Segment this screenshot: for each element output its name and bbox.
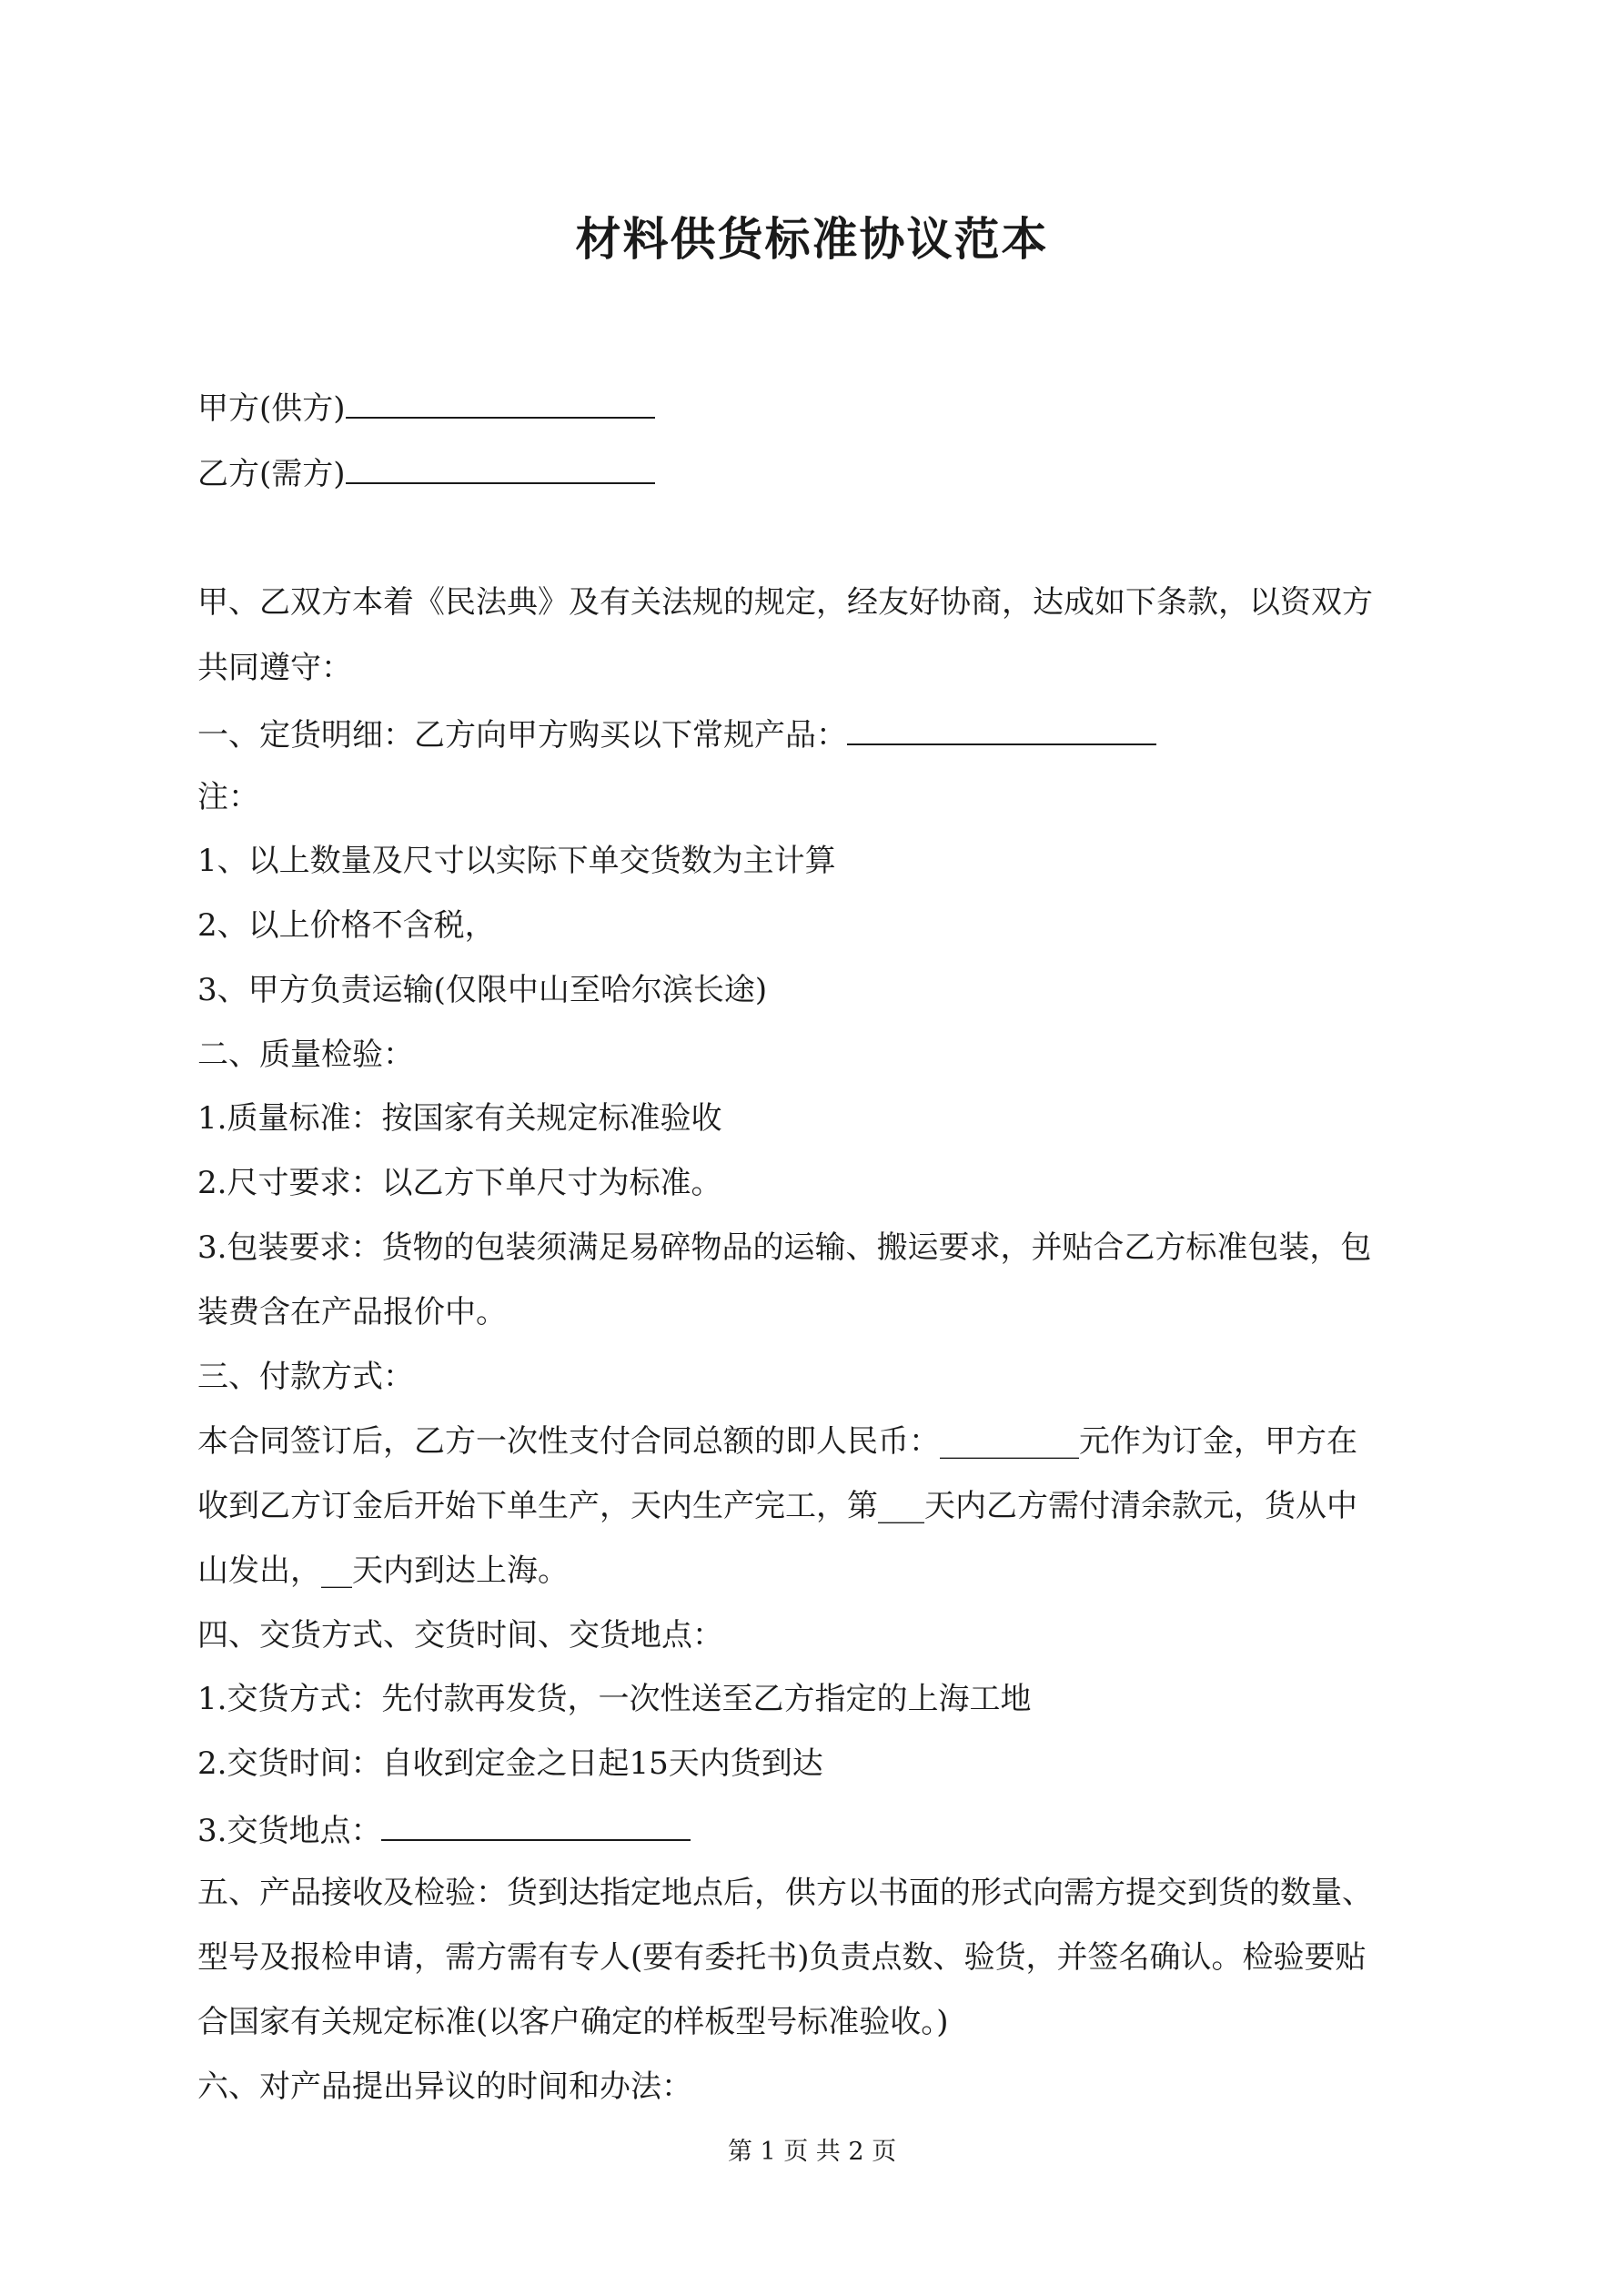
payment-line-2: 收到乙方订金后开始下单生产，天内生产完工，第___天内乙方需付清余款元，货从中: [197, 1488, 1357, 1524]
section-5-line-2: 型号及报检申请，需方需有专人(要有委托书)负责点数、验货，并签名确认。检验要贴: [197, 1939, 1367, 1976]
section-2-heading: 二、质量检验：: [197, 1037, 414, 1073]
section-5-line-1: 五、产品接收及检验：货到达指定地点后，供方以书面的形式向需方提交到货的数量、: [197, 1875, 1373, 1911]
note-heading: 注：: [197, 779, 259, 815]
product-blank: [847, 711, 1156, 745]
section-1-text: 一、定货明细：乙方向甲方购买以下常规产品：: [197, 717, 847, 754]
party-a-label: 甲方(供方): [197, 390, 346, 427]
party-b-label: 乙方(需方): [197, 456, 346, 492]
section-4-heading: 四、交货方式、交货时间、交货地点：: [197, 1617, 723, 1654]
section-5-line-3: 合国家有关规定标准(以客户确定的样板型号标准验收。): [197, 2004, 949, 2040]
delivery-item-3-text: 3.交货地点：: [197, 1813, 382, 1849]
party-a-blank: [346, 384, 655, 419]
quality-item-1: 1.质量标准：按国家有关规定标准验收: [197, 1100, 722, 1137]
section-6-heading: 六、对产品提出异议的时间和办法：: [197, 2068, 692, 2105]
note-item-2: 2、以上价格不含税，: [197, 907, 496, 944]
section-1-heading: [197, 711, 1444, 757]
delivery-place-blank: [381, 1806, 691, 1841]
payment-line-3: 山发出，__天内到达上海。: [197, 1553, 569, 1589]
note-item-1: 1、以上数量及尺寸以实际下单交货数为主计算: [197, 843, 836, 879]
party-a-line: [197, 384, 1444, 430]
note-item-3: 3、甲方负责运输(仅限中山至哈尔滨长途): [197, 972, 768, 1008]
quality-item-2: 2.尺寸要求：以乙方下单尺寸为标准。: [197, 1165, 722, 1201]
party-b-blank: [346, 450, 655, 484]
section-3-heading: 三、付款方式：: [197, 1359, 414, 1395]
party-b-line: [197, 450, 1444, 496]
intro-line-1: 甲、乙双方本着《民法典》及有关法规的规定，经友好协商，达成如下条款，以资双方: [197, 584, 1373, 621]
delivery-item-3: [197, 1806, 1444, 1853]
intro-line-2: 共同遵守：: [197, 650, 352, 686]
document-title: 材料供货标准协议范本: [575, 212, 1049, 266]
delivery-item-1: 1.交货方式：先付款再发货，一次性送至乙方指定的上海工地: [197, 1681, 1032, 1717]
quality-item-3-line-1: 3.包装要求：货物的包装须满足易碎物品的运输、搬运要求，并贴合乙方标准包装，包: [197, 1229, 1372, 1266]
quality-item-3-line-2: 装费含在产品报价中。: [197, 1294, 507, 1330]
delivery-item-2: 2.交货时间：自收到定金之日起15天内货到达: [197, 1745, 823, 1782]
payment-line-1: 本合同签订后，乙方一次性支付合同总额的即人民币：_________元作为订金，甲方在: [197, 1423, 1357, 1460]
page-footer: 第 1 页 共 2 页: [727, 2138, 897, 2166]
